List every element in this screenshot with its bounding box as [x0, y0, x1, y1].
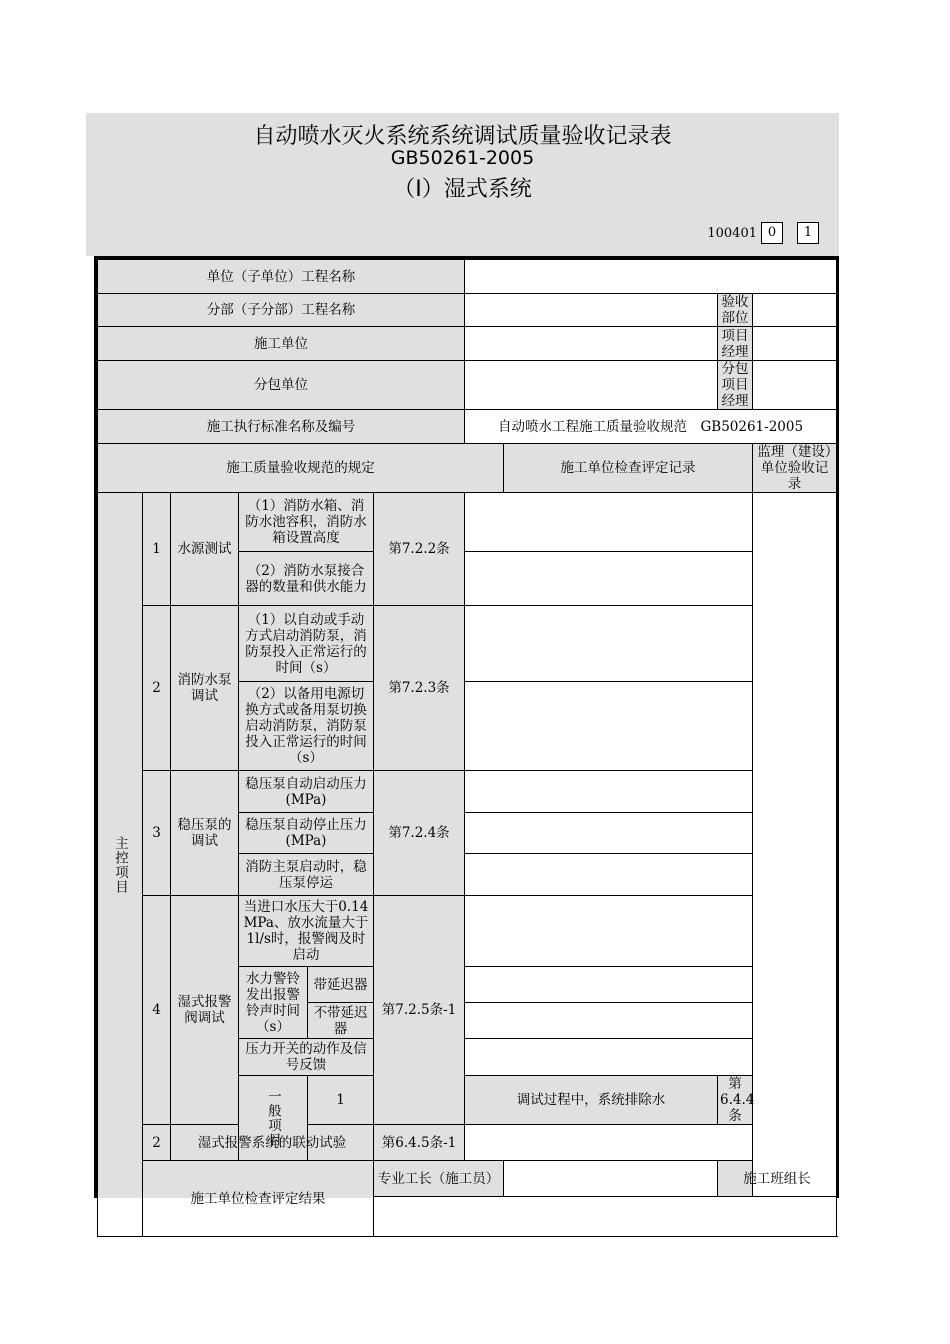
input-project-manager[interactable] [753, 327, 837, 361]
header-record: 施工单位检查评定记录 [504, 444, 753, 493]
header-spec: 施工质量验收规范的规定 [98, 444, 504, 493]
item-sub: 稳压泵自动停止压力(MPa) [239, 813, 374, 854]
label-construction-unit: 施工单位 [98, 327, 465, 361]
inspection-form [94, 256, 839, 1207]
item-sub-option: 不带延迟器 [308, 1003, 374, 1039]
label-division-project: 分部（子分部）工程名称 [98, 294, 465, 327]
input-foreman[interactable] [504, 1161, 718, 1197]
item-no: 2 [143, 606, 171, 771]
input-sub-project-manager[interactable] [753, 361, 837, 410]
label-foreman: 专业工长（施工员） [374, 1161, 504, 1197]
item-sub: 当进口水压大于0.14 MPa、放水流量大于1l/s时，报警阀及时启动 [239, 896, 374, 967]
item-no: 1 [308, 1076, 374, 1125]
item-sub: （2）消防水泵接合器的数量和供水能力 [239, 552, 374, 606]
input-result[interactable] [374, 1197, 837, 1237]
record-cell[interactable] [465, 1039, 753, 1076]
record-cell[interactable] [465, 552, 753, 606]
item-clause: 第7.2.2条 [374, 493, 465, 606]
item-name: 湿式报警阀调试 [171, 896, 239, 1125]
label-project-manager: 项目经理 [718, 327, 753, 361]
item-clause: 第6.4.4条 [718, 1076, 753, 1125]
item-sub: 消防主泵启动时，稳压泵停运 [239, 854, 374, 896]
record-cell[interactable] [465, 813, 753, 854]
record-cell[interactable] [465, 1125, 753, 1161]
item-sub: 压力开关的动作及信号反馈 [239, 1039, 374, 1076]
header-supervision: 监理（建设）单位验收记录 [753, 444, 837, 493]
item-sub: 水力警铃发出报警铃声时间（s） [239, 967, 308, 1039]
form-code-number: 100401 [707, 225, 757, 241]
main-items-label: 主控项目 [98, 493, 143, 1237]
item-no: 2 [143, 1125, 171, 1161]
item-no: 3 [143, 771, 171, 896]
record-cell[interactable] [465, 771, 753, 813]
item-clause: 第7.2.3条 [374, 606, 465, 771]
general-items-label: 一般项目 [239, 1076, 308, 1161]
inspection-table [97, 259, 837, 1237]
record-cell[interactable] [465, 896, 753, 967]
form-code [707, 221, 819, 245]
input-division-project[interactable] [465, 294, 718, 327]
item-no: 1 [143, 493, 171, 606]
record-cell[interactable] [465, 606, 753, 682]
item-name: 消防水泵调试 [171, 606, 239, 771]
label-sub-project-manager: 分包项目经理 [718, 361, 753, 410]
form-code-box-1[interactable]: 0 [761, 222, 783, 244]
input-unit-project[interactable] [465, 260, 837, 294]
form-title: 自动喷水灭火系统系统调试质量验收记录表 [253, 124, 672, 149]
item-sub: （1）以自动或手动方式启动消防泵，消防泵投入正常运行的时间（s） [239, 606, 374, 682]
item-name: 水源测试 [171, 493, 239, 606]
item-clause: 第6.4.5条-1 [374, 1125, 465, 1161]
input-construction-unit[interactable] [465, 327, 718, 361]
label-acceptance-part: 验收部位 [718, 294, 753, 327]
item-sub: （2）以备用电源切换方式或备用泵切换启动消防泵，消防泵投入正常运行的时间（s） [239, 682, 374, 771]
label-team-leader: 施工班组长 [718, 1161, 837, 1197]
record-cell[interactable] [465, 967, 753, 1003]
record-cell[interactable] [465, 682, 753, 771]
record-cell[interactable] [465, 854, 753, 896]
form-standard-code: GB50261-2005 [390, 147, 535, 169]
label-result: 施工单位检查评定结果 [143, 1161, 374, 1237]
input-subcontractor[interactable] [465, 361, 718, 410]
value-standard: 自动喷水工程施工质量验收规范 GB50261-2005 [465, 410, 837, 444]
item-no: 4 [143, 896, 171, 1125]
label-subcontractor: 分包单位 [98, 361, 465, 410]
form-code-box-2[interactable]: 1 [797, 222, 819, 244]
item-sub: 稳压泵自动启动压力(MPa) [239, 771, 374, 813]
item-sub-option: 带延迟器 [308, 967, 374, 1003]
form-subtitle: （Ⅰ）湿式系统 [393, 177, 532, 202]
item-sub: （1）消防水箱、消防水池容积，消防水箱设置高度 [239, 493, 374, 552]
item-clause: 第7.2.4条 [374, 771, 465, 896]
input-acceptance-part[interactable] [753, 294, 837, 327]
form-header [86, 113, 839, 256]
supervision-cell[interactable] [753, 493, 837, 1197]
item-name: 湿式报警系统的联动试验 [171, 1125, 374, 1161]
record-cell[interactable] [465, 493, 753, 552]
item-clause: 第7.2.5条-1 [374, 896, 465, 1125]
item-name: 调试过程中，系统排除水 [465, 1076, 718, 1125]
item-name: 稳压泵的调试 [171, 771, 239, 896]
record-cell[interactable] [465, 1003, 753, 1039]
label-unit-project: 单位（子单位）工程名称 [98, 260, 465, 294]
label-standard: 施工执行标准名称及编号 [98, 410, 465, 444]
